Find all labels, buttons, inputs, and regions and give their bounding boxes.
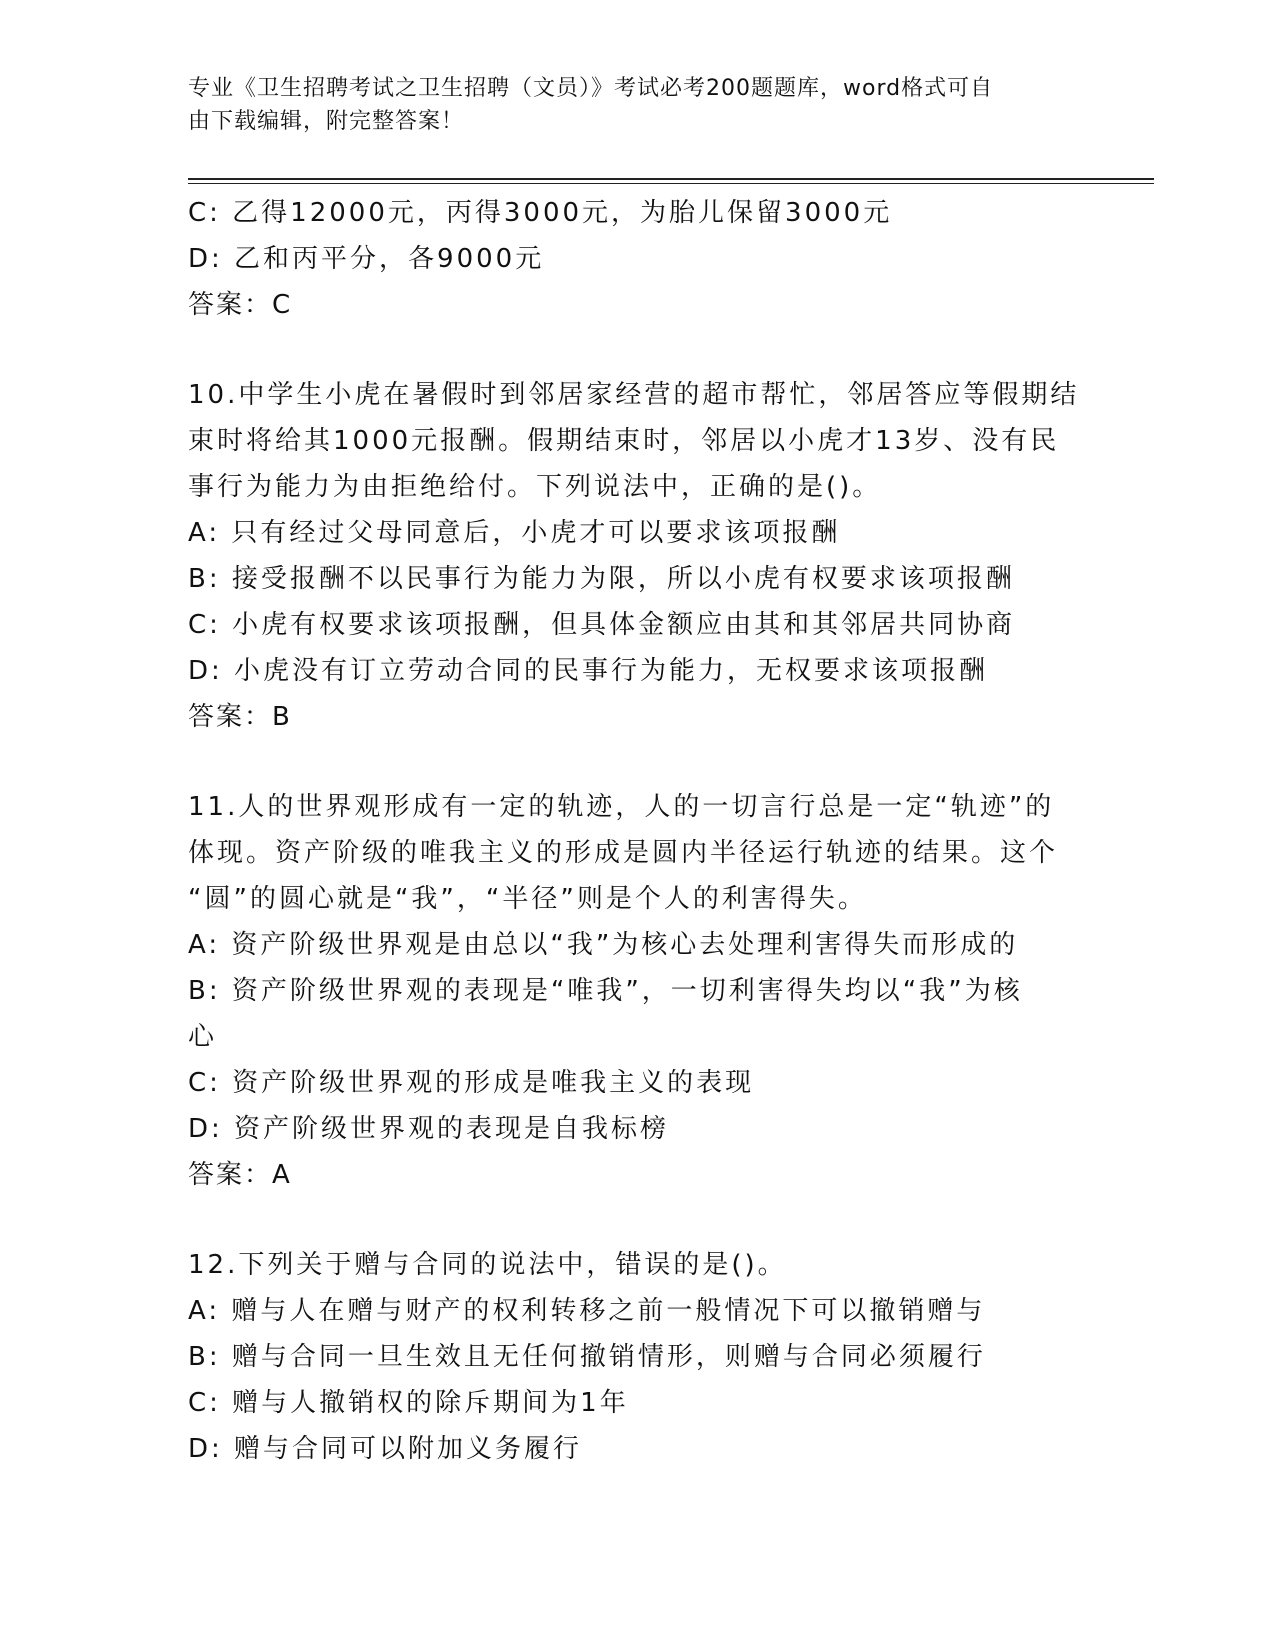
question-12 — [188, 1242, 1088, 1472]
question-stem-line: 12.下列关于赠与合同的说法中，错误的是()。 — [188, 1250, 787, 1280]
option-b: B: 资产阶级世界观的表现是“唯我”，一切利害得失均以“我”为核 — [188, 976, 1023, 1006]
header-line-1: 专业《卫生招聘考试之卫生招聘（文员）》考试必考200题题库，word格式可自 — [188, 76, 994, 101]
question-11 — [188, 784, 1088, 1198]
header-divider — [188, 178, 1154, 184]
spacer — [188, 740, 1088, 784]
option-a: A: 赠与人在赠与财产的权利转移之前一般情况下可以撤销赠与 — [188, 1296, 986, 1326]
option-b: B: 赠与合同一旦生效且无任何撤销情形，则赠与合同必须履行 — [188, 1342, 986, 1372]
prev-question — [188, 190, 1088, 328]
header-line-2: 由下载编辑，附完整答案！ — [188, 109, 465, 134]
option-c: C: 乙得12000元，丙得3000元，为胎儿保留3000元 — [188, 198, 893, 228]
answer-line: 答案：A — [188, 1160, 292, 1190]
document-header — [188, 72, 1088, 138]
answer-line: 答案：C — [188, 290, 293, 320]
option-a: A: 只有经过父母同意后，小虎才可以要求该项报酬 — [188, 518, 841, 548]
question-stem-line: 10.中学生小虎在暑假时到邻居家经营的超市帮忙，邻居答应等假期结 — [188, 380, 1080, 410]
question-stem-line: 束时将给其1000元报酬。假期结束时，邻居以小虎才13岁、没有民 — [188, 426, 1060, 456]
answer-line: 答案：B — [188, 702, 292, 732]
option-c: C: 小虎有权要求该项报酬，但具体金额应由其和其邻居共同协商 — [188, 610, 1016, 640]
option-c: C: 赠与人撤销权的除斥期间为1年 — [188, 1388, 629, 1418]
spacer — [188, 328, 1088, 372]
question-stem-line: “圆”的圆心就是“我”，“半径”则是个人的利害得失。 — [188, 884, 867, 914]
option-d: D: 小虎没有订立劳动合同的民事行为能力，无权要求该项报酬 — [188, 656, 989, 686]
option-d: D: 赠与合同可以附加义务履行 — [188, 1434, 583, 1464]
option-c: C: 资产阶级世界观的形成是唯我主义的表现 — [188, 1068, 755, 1098]
option-d: D: 乙和丙平分，各9000元 — [188, 244, 545, 274]
question-stem-line: 11.人的世界观形成有一定的轨迹，人的一切言行总是一定“轨迹”的 — [188, 792, 1055, 822]
spacer — [188, 1198, 1088, 1242]
question-stem-line: 事行为能力为由拒绝给付。下列说法中，正确的是()。 — [188, 472, 882, 502]
option-b-continued: 心 — [188, 1022, 218, 1052]
option-b: B: 接受报酬不以民事行为能力为限，所以小虎有权要求该项报酬 — [188, 564, 1015, 594]
document-body — [188, 190, 1088, 1472]
option-a: A: 资产阶级世界观是由总以“我”为核心去处理利害得失而形成的 — [188, 930, 1019, 960]
question-10 — [188, 372, 1088, 740]
option-d: D: 资产阶级世界观的表现是自我标榜 — [188, 1114, 670, 1144]
question-stem-line: 体现。资产阶级的唯我主义的形成是圆内半径运行轨迹的结果。这个 — [188, 838, 1059, 868]
